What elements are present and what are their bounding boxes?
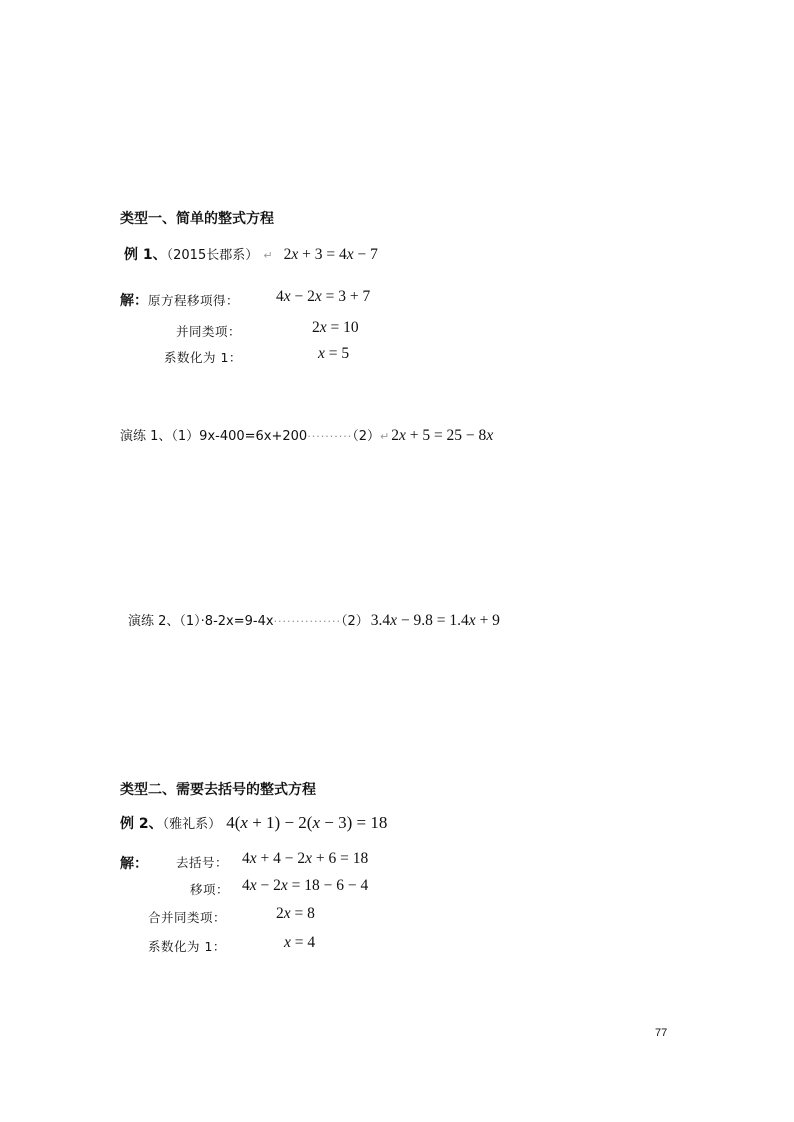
example1-line — [124, 244, 378, 264]
practice2-line — [128, 610, 500, 630]
example1-label: 例 1、 — [124, 247, 167, 263]
page-number: 77 — [655, 1027, 668, 1039]
solution1-label: 解： — [120, 293, 148, 309]
solution2-step2-text: 移项： — [190, 882, 230, 897]
solution2-step4-equation: x = 4 — [284, 934, 316, 951]
practice1-equation: 2x + 5 = 25 − 8x — [391, 427, 494, 444]
example2-label: 例 2、 — [120, 816, 163, 832]
practice2-equation: 3.4x − 9.8 = 1.4x + 9 — [370, 612, 500, 629]
practice2-dots: ··············· — [273, 615, 342, 628]
return-mark-icon: ↵ — [263, 249, 273, 262]
section1-heading: 类型一、简单的整式方程 — [120, 211, 274, 227]
solution1-step2-equation: 2x = 10 — [312, 319, 359, 336]
practice1-dots: ·········· — [307, 430, 353, 443]
solution2-label: 解： — [120, 856, 148, 872]
solution1-step1-equation: 4x − 2x = 3 + 7 — [276, 288, 371, 305]
example1-equation: 2x + 3 = 4x − 7 — [283, 246, 378, 263]
solution2-step1-equation: 4x + 4 − 2x + 6 = 18 — [242, 850, 369, 867]
example2-equation: 4(x + 1) − 2(x − 3) = 18 — [226, 813, 388, 832]
solution1-step3-equation: x = 5 — [318, 345, 350, 362]
example2-line — [120, 813, 387, 833]
solution2-step2-equation: 4x − 2x = 18 − 6 − 4 — [242, 877, 369, 894]
solution2-step3-text: 合并同类项： — [148, 910, 227, 925]
solution1-step2-text: 并同类项： — [176, 324, 242, 339]
solution1-step1-text: 原方程移项得： — [148, 293, 240, 308]
practice1-line — [120, 425, 493, 445]
solution2-step4-text: 系数化为 1： — [148, 939, 226, 954]
solution2-step3-equation: 2x = 8 — [276, 905, 315, 922]
solution1-step3-text: 系数化为 1： — [164, 350, 242, 365]
practice2-label: 演练 2、（1）·8-2x=9-4x — [128, 614, 274, 629]
example1-source: （2015长郡系） — [166, 248, 259, 263]
section2-heading: 类型二、需要去括号的整式方程 — [120, 782, 316, 798]
return-mark-icon: ↵ — [379, 430, 390, 443]
example2-source: （雅礼系） — [162, 817, 222, 832]
practice1-label: 演练 1、（1）9x-400=6x+200 — [120, 429, 308, 444]
practice2-part2: （2） — [341, 614, 369, 629]
solution2-step1-text: 去括号： — [176, 855, 229, 870]
practice1-part2: （2） — [352, 429, 380, 444]
